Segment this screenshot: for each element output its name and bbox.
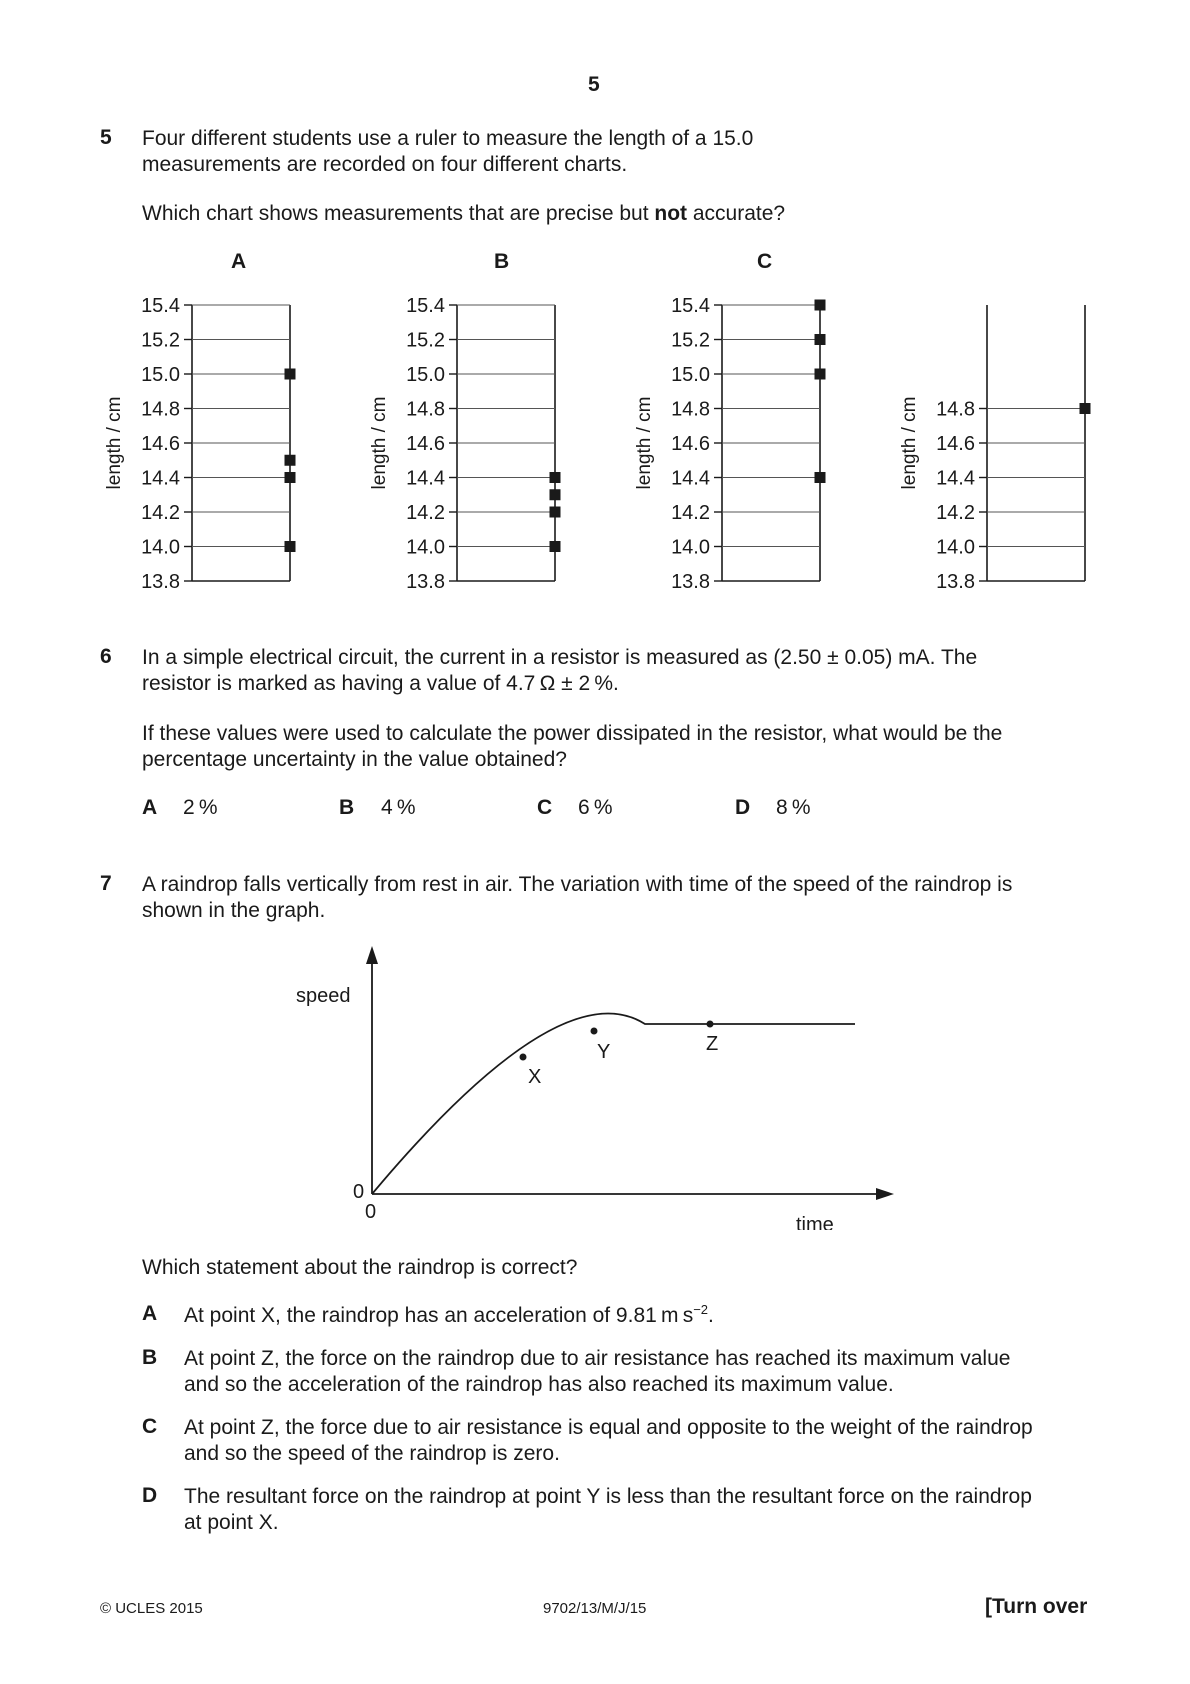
chart-tick-label: 13.8 (671, 571, 710, 593)
chart-tick-label: 14.0 (936, 536, 975, 559)
chart-tick-label: 14.8 (141, 398, 180, 421)
question-6-line4: percentage uncertainty in the value obtained? (142, 748, 567, 771)
q7-option-c-letter[interactable]: C (142, 1415, 158, 1438)
question-5-stem-line2: measurements are recorded on four different charts. (142, 153, 628, 176)
q6-option-a-letter[interactable]: A (142, 796, 158, 819)
q6-option-d-text: 8 % (776, 796, 811, 819)
graph-x-axis-label: time (796, 1214, 834, 1230)
chart-tick-label: 14.8 (671, 398, 710, 421)
chart-tick-label: 13.8 (406, 571, 445, 593)
chart-data-point (815, 369, 826, 380)
chart-data-point (815, 472, 826, 483)
question-7-line2: shown in the graph. (142, 899, 326, 922)
footer-copyright: © UCLES 2015 (100, 1600, 203, 1617)
measurement-chart-2 (369, 295, 561, 593)
chart-y-axis-label: length / cm (369, 396, 390, 490)
chart-data-point (285, 472, 296, 483)
chart-tick-label: 13.8 (936, 571, 975, 593)
chart-tick-label: 15.0 (671, 364, 710, 386)
q7-option-a-letter[interactable]: A (142, 1302, 158, 1325)
q6-option-c-text: 6 % (578, 796, 613, 819)
chart-tick-label: 15.4 (141, 295, 180, 317)
chart-tick-label: 14.4 (671, 467, 710, 490)
chart-tick-label: 15.2 (406, 329, 445, 352)
q7-option-b-text (184, 1346, 1097, 1398)
speed-time-graph (0, 940, 1190, 1230)
chart-tick-label: 14.8 (406, 398, 445, 421)
question-6-prompt (142, 721, 1097, 773)
q7-option-d-text (184, 1484, 1097, 1536)
chart-data-point (815, 300, 826, 311)
chart-tick-label: 14.6 (406, 433, 445, 455)
chart-tick-label: 15.0 (406, 364, 445, 386)
q7-option-c-line1: At point Z, the force due to air resistance is equal and opposite to the weight of the raindrop (184, 1416, 1033, 1439)
chart-data-point (550, 489, 561, 500)
chart-y-axis-label: length / cm (634, 396, 655, 490)
measurement-chart-1 (104, 295, 296, 593)
q7-option-b-line1: At point Z, the force on the raindrop due to air resistance has reached its maximum value (184, 1347, 1011, 1370)
chart-tick-label: 15.2 (671, 329, 710, 352)
chart-y-axis-label: length / cm (899, 396, 920, 490)
chart-data-point (1080, 403, 1091, 414)
question-6-line1: In a simple electrical circuit, the current in a resistor is measured as (2.50 ± 0.05) mA. The (142, 646, 978, 669)
footer-paper-code: 9702/13/M/J/15 (543, 1600, 647, 1617)
q6-option-d-letter[interactable]: D (735, 796, 751, 819)
chart-tick-label: 14.4 (936, 467, 975, 490)
chart-tick-label: 15.4 (671, 295, 710, 317)
question-7-line1: A raindrop falls vertically from rest in air. The variation with time of the speed of the raindrop is (142, 873, 1013, 896)
chart-tick-label: 14.6 (141, 433, 180, 455)
chart-data-point (285, 369, 296, 380)
q7-option-a-superscript: −2 (693, 1302, 709, 1317)
chart-tick-label: 15.0 (141, 364, 180, 386)
graph-point-label-z: Z (706, 1033, 719, 1055)
q7-option-c-line2: and so the speed of the raindrop is zero. (184, 1442, 560, 1465)
chart-data-point (550, 472, 561, 483)
chart-data-point (550, 541, 561, 552)
q6-option-b-text: 4 % (381, 796, 416, 819)
chart-data-point (285, 541, 296, 552)
chart-tick-label: 14.4 (141, 467, 180, 490)
question-6-line3: If these values were used to calculate the power dissipated in the resistor, what would be the (142, 722, 1003, 745)
graph-point-label-x: X (528, 1066, 542, 1088)
measurement-chart-3 (634, 295, 826, 593)
q6-option-b-letter[interactable]: B (339, 796, 355, 819)
question-5-number: 5 (100, 126, 112, 149)
q7-option-a-text (184, 1302, 714, 1328)
q7-option-b-line2: and so the acceleration of the raindrop has also reached its maximum value. (184, 1373, 894, 1396)
chart-label-c: C (757, 250, 773, 273)
chart-tick-label: 15.4 (406, 295, 445, 317)
question-7-number: 7 (100, 872, 112, 895)
graph-origin-x-label: 0 (365, 1201, 377, 1223)
measurement-chart-4 (899, 305, 1091, 593)
chart-tick-label: 14.0 (141, 536, 180, 559)
question-5-prompt-pre: Which chart shows measurements that are precise but (142, 202, 655, 225)
graph-point-label-y: Y (597, 1041, 611, 1063)
chart-tick-label: 14.2 (936, 502, 975, 524)
chart-data-point (815, 334, 826, 345)
chart-tick-label: 14.6 (671, 433, 710, 455)
question-7-prompt: Which statement about the raindrop is correct? (142, 1256, 578, 1279)
graph-point-z (707, 1021, 714, 1028)
graph-y-axis-arrow (366, 946, 378, 964)
question-5-stem-line1: Four different students use a ruler to measure the length of a 15.0 (142, 127, 754, 150)
q7-option-a-tail: . (708, 1304, 714, 1327)
q7-option-d-letter[interactable]: D (142, 1484, 158, 1507)
question-7-stem (142, 872, 1097, 924)
graph-origin-y-label: 0 (353, 1181, 365, 1203)
q7-option-c-text (184, 1415, 1097, 1467)
chart-tick-label: 14.0 (671, 536, 710, 559)
question-5-prompt-bold: not (654, 202, 688, 225)
chart-data-point (285, 455, 296, 466)
q7-option-b-letter[interactable]: B (142, 1346, 158, 1369)
q6-option-a-text: 2 % (183, 796, 218, 819)
chart-tick-label: 15.2 (141, 329, 180, 352)
graph-speed-curve (372, 1014, 855, 1194)
chart-tick-label: 14.4 (406, 467, 445, 490)
q7-option-d-line1: The resultant force on the raindrop at point Y is less than the resultant force on the raindrop (184, 1485, 1032, 1508)
chart-tick-label: 14.2 (141, 502, 180, 524)
chart-tick-label: 13.8 (141, 571, 180, 593)
q6-option-c-letter[interactable]: C (537, 796, 553, 819)
graph-point-y (591, 1028, 598, 1035)
question-6-stem (142, 645, 1097, 697)
chart-tick-label: 14.8 (936, 398, 975, 421)
question-6-line2: resistor is marked as having a value of 4.7 Ω ± 2 %. (142, 672, 619, 695)
chart-tick-label: 14.0 (406, 536, 445, 559)
graph-x-axis-arrow (876, 1188, 894, 1200)
chart-label-b: B (494, 250, 510, 273)
chart-tick-label: 14.2 (406, 502, 445, 524)
chart-tick-label: 14.2 (671, 502, 710, 524)
chart-tick-label: 14.6 (936, 433, 975, 455)
graph-y-axis-label: speed (296, 985, 351, 1007)
chart-y-axis-label: length / cm (104, 396, 125, 490)
q7-option-a-line1: At point X, the raindrop has an acceleration of 9.81 m s (184, 1304, 694, 1327)
turn-over-label: [Turn over (985, 1595, 1088, 1618)
measurement-charts (0, 0, 1190, 620)
graph-point-x (520, 1054, 527, 1061)
q7-option-d-line2: at point X. (184, 1511, 279, 1534)
page-number: 5 (588, 73, 600, 96)
chart-data-point (550, 507, 561, 518)
question-5-prompt-post: accurate? (687, 202, 786, 225)
chart-label-a: A (231, 250, 247, 273)
question-6-number: 6 (100, 645, 112, 668)
